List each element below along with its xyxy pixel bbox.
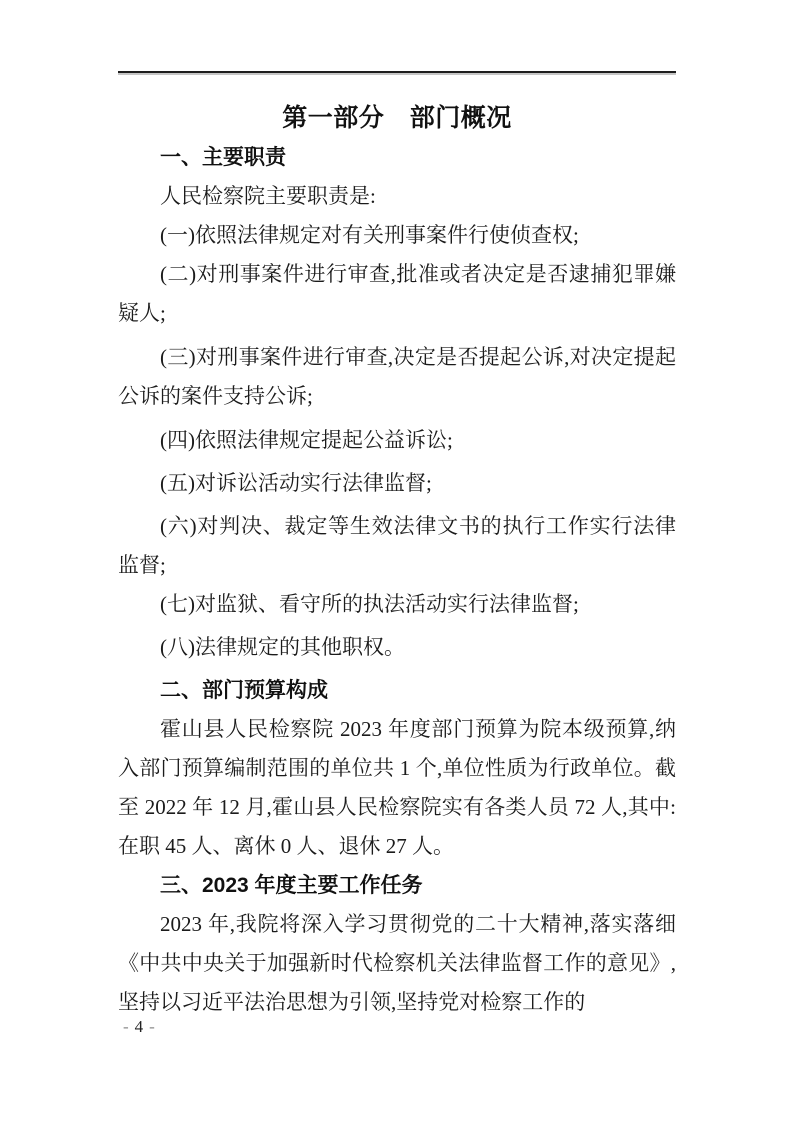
page-number-right-dash: - <box>149 1017 156 1036</box>
duties-intro-paragraph: 人民检察院主要职责是: <box>160 184 376 208</box>
document-title: 第一部分 部门概况 <box>282 104 512 132</box>
tasks-2023-paragraph: 2023 年,我院将深入学习贯彻党的二十大精神,落实落细《中共中央关于加强新时代检察机关法律监督工作的意见》,坚持以习近平法治思想为引领,坚持党对检察工作的 <box>118 912 676 1014</box>
duty-item-1: (一)依照法律规定对有关刑事案件行使侦查权; <box>160 223 579 247</box>
duty-item-7: (七)对监狱、看守所的执法活动实行法律监督; <box>160 592 579 616</box>
page-number-value: 4 <box>134 1017 145 1036</box>
section-heading-budget-composition: 二、部门预算构成 <box>160 679 328 702</box>
budget-composition-paragraph: 霍山县人民检察院 2023 年度部门预算为院本级预算,纳入部门预算编制范围的单位共 1 个,单位性质为行政单位。截至 2022 年 12 月,霍山县人民检察院实有各类人员 72 人,其中:在职 45 人、离休 0 人、退休 27 人。 <box>118 717 676 858</box>
section-heading-2023-tasks: 三、2023 年度主要工作任务 <box>160 874 423 897</box>
duty-item-6: (六)对判决、裁定等生效法律文书的执行工作实行法律监督; <box>118 514 676 577</box>
header-rule <box>118 71 676 73</box>
duty-item-5: (五)对诉讼活动实行法律监督; <box>160 471 432 495</box>
page-number <box>118 1012 161 1042</box>
duty-item-8: (八)法律规定的其他职权。 <box>160 635 405 659</box>
duty-item-3: (三)对刑事案件进行审查,决定是否提起公诉,对决定提起公诉的案件支持公诉; <box>118 345 676 408</box>
section-heading-main-duties: 一、主要职责 <box>160 146 286 169</box>
duty-item-2: (二)对刑事案件进行审查,批准或者决定是否逮捕犯罪嫌疑人; <box>118 262 676 325</box>
page-number-left-dash: - <box>123 1017 130 1036</box>
duty-item-4: (四)依照法律规定提起公益诉讼; <box>160 428 453 452</box>
document-content <box>118 99 676 1022</box>
